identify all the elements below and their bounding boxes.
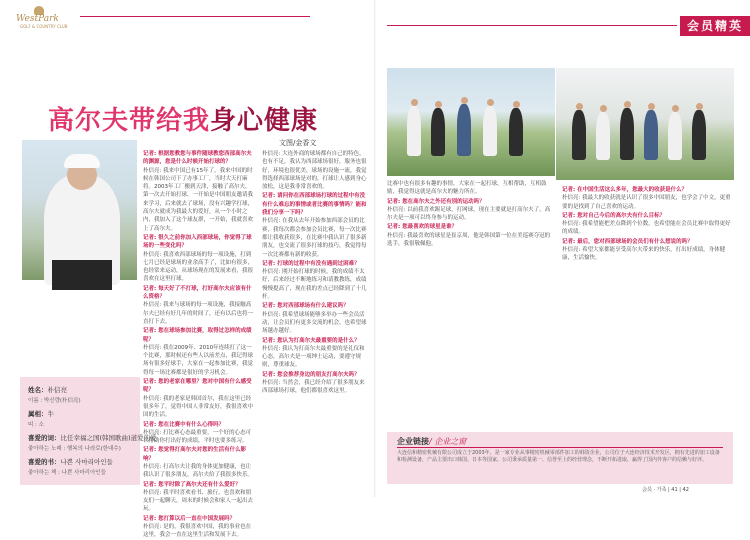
article-title <box>48 100 318 137</box>
qa-paragraph <box>262 150 370 191</box>
answer-text: 朴信亮: 当然会，我已经介绍了很多朋友来西部球场打球，他们都很喜欢这里。 <box>262 380 365 395</box>
person <box>596 112 610 160</box>
answer-text: 朴信亮: 我最大的收获就是认识了很多中国朋友，也学会了中文，更重要的是找到了自己喜欢的运动。 <box>562 195 731 210</box>
answer-text: 朴信亮: 希望大家都能享受高尔夫带来的快乐，打出好成绩，身体健康，生活愉快。 <box>562 247 726 262</box>
qa-paragraph <box>143 481 255 514</box>
qa-paragraph <box>143 285 255 326</box>
golfer-cap <box>64 154 100 168</box>
logo-tagline: GOLF & COUNTRY CLUB <box>20 24 68 29</box>
qa-paragraph <box>143 421 255 446</box>
logo-script: WestPark <box>16 14 59 24</box>
person <box>620 108 634 160</box>
answer-text: 朴信亮: 我认为打高尔夫最重要的是礼仪和心态，高尔夫是一项绅士运动，要遵守规则，尊重球友。 <box>262 345 365 369</box>
question-text: 记者: 您认为打高尔夫最重要的是什么？ <box>262 337 360 344</box>
qa-paragraph <box>387 198 555 223</box>
answer-text: 朴信亮: 我喜欢西部球场的每一项设施，打到七月已经是球场的业余高手了，比如有很多，也经常来运动，从球场现在的发展来看，我很喜欢在这里打球。 <box>143 251 254 283</box>
person-head <box>487 99 494 106</box>
person-head <box>461 97 468 104</box>
qa-paragraph <box>262 337 370 370</box>
title-part-1: 高尔夫带给我 <box>48 106 211 136</box>
text-column-2 <box>262 150 370 485</box>
answer-text: 朴信亮: 我来中国已有15年了，我来中国的时候在韩国公司下了办事工厂，当时大天打麻将。2003年工厂搬到天津，接触了高尔夫，第一次去开始打球，一开始是中国朋友邀请我来学习，后来就去了球场，没有兴趣学打球，高尔夫就成为我最大的爱好，从一个小时之内，我加入了这个球友群，一开始，我就喜欢上了高尔夫。 <box>143 167 254 232</box>
person-head <box>513 101 520 108</box>
corp-rule <box>397 447 723 448</box>
qa-paragraph <box>387 223 555 248</box>
profile-zodiac: 属相：牛 <box>28 410 54 418</box>
page-fold <box>374 0 376 497</box>
answer-text: 比赛中也有很多有趣的事情，大家在一起打球，互相帮助，互相鼓励，我觉得这就是高尔夫的魅力所在。 <box>387 181 547 196</box>
club-logo <box>16 6 68 29</box>
group-photo-2 <box>556 68 734 180</box>
group-photo-1 <box>387 68 555 176</box>
question-text: 记者: 您最喜欢的球星是谁？ <box>387 224 458 231</box>
profile-book: 喜爱的书：나쁜 사마리아인들 <box>28 458 113 466</box>
person-head <box>576 103 583 110</box>
question-text: 记者: 您在球场参加比赛，取得过怎样的成绩呢？ <box>143 328 252 343</box>
question-text: 记者: 您觉得打高尔夫对您的生活有什么影响？ <box>143 447 247 462</box>
profile-name: 姓名：朴信亮 <box>28 386 67 394</box>
question-text: 记者: 您平时除了高尔夫还有什么爱好？ <box>143 481 241 488</box>
qa-paragraph <box>143 327 255 377</box>
person <box>431 108 445 156</box>
question-text: 记者: 请问你在西部球场打球的过程中有没有什么难忘的事情或者比赛的事情吗？能和我们分享一下吗？ <box>262 193 367 217</box>
question-text: 记者: 您在高尔夫之外还有别的运动吗？ <box>387 198 485 205</box>
person <box>572 110 586 160</box>
question-text: 记者: 您会推荐身边的朋友打高尔夫吗？ <box>262 371 360 378</box>
answer-text: 朴信亮: 我的老家是韩国首尔，我在这里已经很多年了，觉得中国人非常友好，我很喜欢中国的生活。 <box>143 395 254 419</box>
answer-text: 朴信亮: 我希望球场能够多举办一些会员活动，让会员们有更多交流的机会，也希望球场越办越好。 <box>262 311 367 335</box>
corp-title: 企业链接/ 企业之窗 <box>397 437 467 446</box>
profile-box <box>20 377 157 485</box>
question-text: 记者: 很久之前你加入西部球场，你觉得了球场的一些变化吗？ <box>143 234 252 250</box>
person <box>644 110 658 160</box>
section-tab: 会员精英 <box>680 16 750 36</box>
answer-text: 朴信亮: 我平时喜欢看书、旅行，也喜欢和朋友们一起聊天，周末的时候会和家人一起出去玩。 <box>143 489 254 513</box>
text-column-3 <box>387 180 555 425</box>
answer-text: 朴信亮: 在我从去年开始参加西部会员的比赛，我每次都会参加会员比赛，每一次比赛都让我收获很多，在比赛中我认识了很多新朋友，也交流了很多打球的技巧，我觉得每一次比赛都有新的收获。 <box>262 218 367 258</box>
qa-paragraph <box>143 150 255 233</box>
person <box>509 108 523 156</box>
person <box>407 106 421 156</box>
text-column-1 <box>143 150 255 539</box>
qa-paragraph <box>143 515 255 540</box>
portrait-photo <box>22 140 137 280</box>
answer-text: 朴信亮: 我最喜欢的球星是崔京周，他是韩国第一位在美巡赛夺冠的选手，我很敬佩他。 <box>387 232 551 248</box>
qa-paragraph <box>562 212 734 237</box>
question-text: 记者: 您的老家在哪里？您对中国有什么感受呢？ <box>143 379 252 394</box>
person-head <box>648 103 655 110</box>
qa-paragraph <box>143 234 255 284</box>
answer-text: 朴信亮: 以前我喜欢踢足球，打网球，现在主要就是打高尔夫了，高尔夫是一项可以终身参与的运动。 <box>387 206 551 222</box>
qa-paragraph <box>143 378 255 419</box>
qa-paragraph <box>562 186 734 211</box>
corp-text: 大连信和精密机械有限公司成立于2003年，是一家专业从事精密机械零部件加工的韩资企业，公司位于大连经济技术开发区，拥有先进的加工设备和检测设备，产品主要出口韩国、日本等国家，公司秉承质量第一、信誉至上的经营理念，不断开拓进取，赢得了国内外客户的信赖与好评。 <box>397 450 720 463</box>
question-text: 记者: 您对自己今后的高尔夫有什么目标？ <box>562 212 666 219</box>
qa-paragraph <box>562 238 734 263</box>
person-head <box>696 103 703 110</box>
person <box>457 104 471 156</box>
question-text: 记者: 在中国生活这么多年，您最大的收获是什么？ <box>562 187 688 193</box>
profile-words-sub: 좋아하는 노래 : 행복의 나라로(한대수) <box>28 446 121 452</box>
qa-paragraph <box>262 302 370 335</box>
question-text: 记者: 打球的过程中有没有遇到过困难？ <box>262 260 360 267</box>
answer-text: 朴信亮: 打高尔夫让我的身体更加健康，也让我认识了很多朋友，高尔夫给了我很多快乐。 <box>143 463 254 479</box>
header-rule-left <box>80 16 310 17</box>
question-text: 记者: 您对西部球场有什么建议吗？ <box>262 303 349 310</box>
question-text: 记者: 根据您教您与事件随球教您西部高尔夫的渊源，您是什么时候开始打球的？ <box>143 151 252 166</box>
question-text: 记者: 您打算以后一直在中国发展吗？ <box>143 515 236 522</box>
person <box>668 112 682 160</box>
profile-name-sub: 이름 : 박신량(朴信亮) <box>28 398 81 404</box>
person <box>692 110 706 160</box>
person-head <box>435 101 442 108</box>
answer-text: 朴信亮: 大连外商的球场都有自己的特色，也有不足，我认为西部球场很好，服务也很好，环境也很优美，球场的设施一流，我觉得选择西部球场是对的，打球让人感到身心放松，这是我非常喜欢的。 <box>262 151 367 191</box>
byline: 文图/金香文 <box>279 139 317 147</box>
corporate-link-box <box>387 432 733 484</box>
person-head <box>600 105 607 112</box>
qa-paragraph <box>262 192 370 258</box>
qa-paragraph <box>387 180 555 197</box>
answer-text: 朴信亮: 我来与球场的每一项设施，我接触高尔夫已经有好几年的时间了，还有以后也将一直打下去。 <box>143 302 254 325</box>
text-column-4 <box>562 186 734 426</box>
qa-paragraph <box>143 446 255 479</box>
golfer-pants <box>52 260 112 290</box>
answer-text: 朴信亮: 我在2009年、2010年连续打了这一个比赛，那时候还有些人以前差点，我记得球场有很多好球手，大家在一起参加比赛，我觉得每一场比赛都是很好的学习机会。 <box>143 344 254 376</box>
qa-paragraph <box>262 260 370 301</box>
answer-text: 朴信亮: 是的，我很喜欢中国，我的事业也在这里，我会一直在这里生活和发展下去。 <box>143 524 252 539</box>
question-text: 记者: 最后，您对西部球场的会员们有什么想说的吗？ <box>562 238 693 245</box>
answer-text: 朴信亮: 我希望能把差点降到个位数，也希望能在会员比赛中取得更好的成绩。 <box>562 221 731 236</box>
header-rule-right <box>387 25 677 26</box>
qa-paragraph <box>262 371 370 396</box>
person <box>483 106 497 156</box>
person-head <box>411 99 418 106</box>
profile-zodiac-sub: 띠 : 소 <box>28 422 44 428</box>
answer-text: 朴信亮: 刚开始打球的时候，我的成绩不太好，后来经过不断地练习和请教教练，成绩慢慢提高了，现在我的差点已经降到了十几杆。 <box>262 269 367 301</box>
answer-text: 朴信亮: 打比赛心态最重要，一个好的心态可以帮助你打出好的成绩，平时也要多练习。 <box>143 429 252 445</box>
person-head <box>624 101 631 108</box>
profile-book-sub: 좋아하는 책 : 나쁜 사마리아인들 <box>28 470 106 476</box>
question-text: 记者: 每天好了不打球，打好高尔夫应该有什么资格？ <box>143 285 252 301</box>
person-head <box>672 105 679 112</box>
title-part-2: 身心健康 <box>210 106 319 136</box>
page-folio: 会员 · 가족 | 41 | 42 <box>642 487 689 493</box>
profile-words: 喜爱的词：比任幸福之国(韩国歌曲)道爱的爱 <box>28 434 157 442</box>
question-text: 记者: 您在比赛中有什么心得吗？ <box>143 421 225 428</box>
